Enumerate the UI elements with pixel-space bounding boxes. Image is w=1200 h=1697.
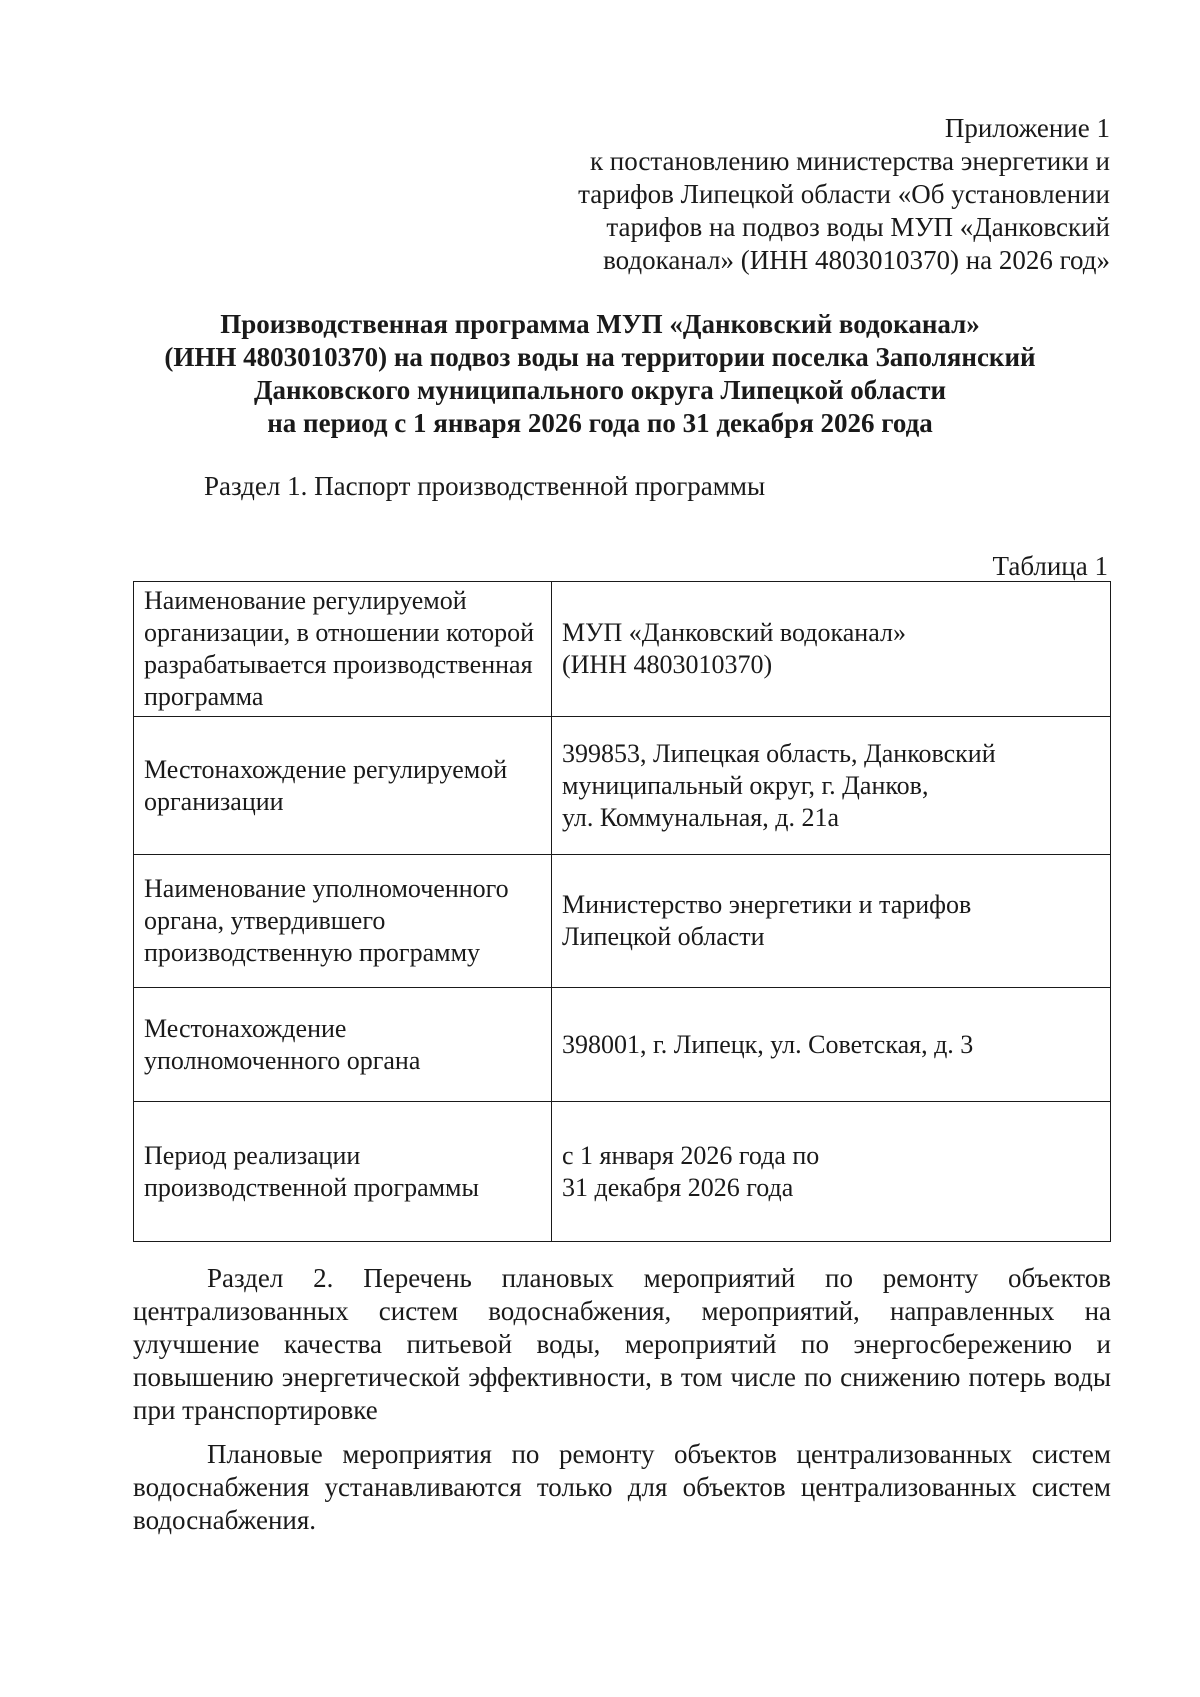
body-paragraph: Плановые мероприятия по ремонту объектов централизованных систем водоснабжения устанавливаются только для объектов централизованных систем водоснабжения. [133,1439,1111,1535]
appendix-line: тарифов Липецкой области «Об установлении [578,179,1110,209]
appendix-block [510,112,1110,277]
value-line: (ИНН 4803010370) [562,650,773,679]
document-title [120,308,1080,440]
table-value-cell [552,717,1111,855]
value-line: МУП «Данковский водоканал» [562,618,906,647]
appendix-line: водоканал» (ИНН 4803010370) на 2026 год» [603,245,1110,275]
title-line: на период с 1 января 2026 года по 31 декабря 2026 года [267,408,933,438]
table-label-cell: Наименование регулируемой организации, в отношении которой разрабатывается производственная программа [134,582,552,717]
table-row [134,988,1111,1102]
table-row [134,855,1111,988]
appendix-line: к постановлению министерства энергетики и [589,146,1110,176]
value-line: 31 декабря 2026 года [562,1172,794,1202]
value-line: Липецкой области [562,922,765,951]
title-line: Данковского муниципального округа Липецкой области [253,375,947,405]
title-line: (ИНН 4803010370) на подвоз воды на территории поселка Заполянский [164,342,1036,372]
table-caption: Таблица 1 [992,551,1108,581]
title-line: Производственная программа МУП «Данковский водоканал» [220,309,980,339]
table-label-cell: Период реализации производственной программы [134,1102,552,1242]
value-line: 399853, Липецкая область, Данковский [562,738,996,768]
appendix-line: тарифов на подвоз воды МУП «Данковский [606,212,1110,242]
appendix-line: Приложение 1 [944,113,1110,143]
section1-heading: Раздел 1. Паспорт производственной программы [204,471,766,501]
table-value-cell [552,582,1111,717]
value-line: муниципальный округ, г. Данков, [562,770,929,800]
table-label-cell: Местонахождение регулируемой организации [134,717,552,855]
table-label-cell: Местонахождение уполномоченного органа [134,988,552,1102]
value-line: ул. Коммунальная, д. 21а [562,802,839,832]
section2-heading: Раздел 2. Перечень плановых мероприятий по ремонту объектов централизованных систем водоснабжения, мероприятий, направленных на улучшение качества питьевой воды, мероприятий по энергосбережению и повышению энергетической эффективности, в том числе по снижению потерь воды при транспортировке [133,1263,1111,1425]
table-label-cell: Наименование уполномоченного органа, утвердившего производственную программу [134,855,552,988]
value-line: с 1 января 2026 года по [562,1140,820,1170]
table-value-cell [552,988,1111,1102]
table-row [134,582,1111,717]
table-value-cell [552,855,1111,988]
value-line: 398001, г. Липецк, ул. Советская, д. 3 [562,1029,974,1059]
table-row [134,717,1111,855]
table-value-cell [552,1102,1111,1242]
value-line: Министерство энергетики и тарифов [562,890,972,919]
table-row [134,1102,1111,1242]
passport-table [133,581,1111,1242]
